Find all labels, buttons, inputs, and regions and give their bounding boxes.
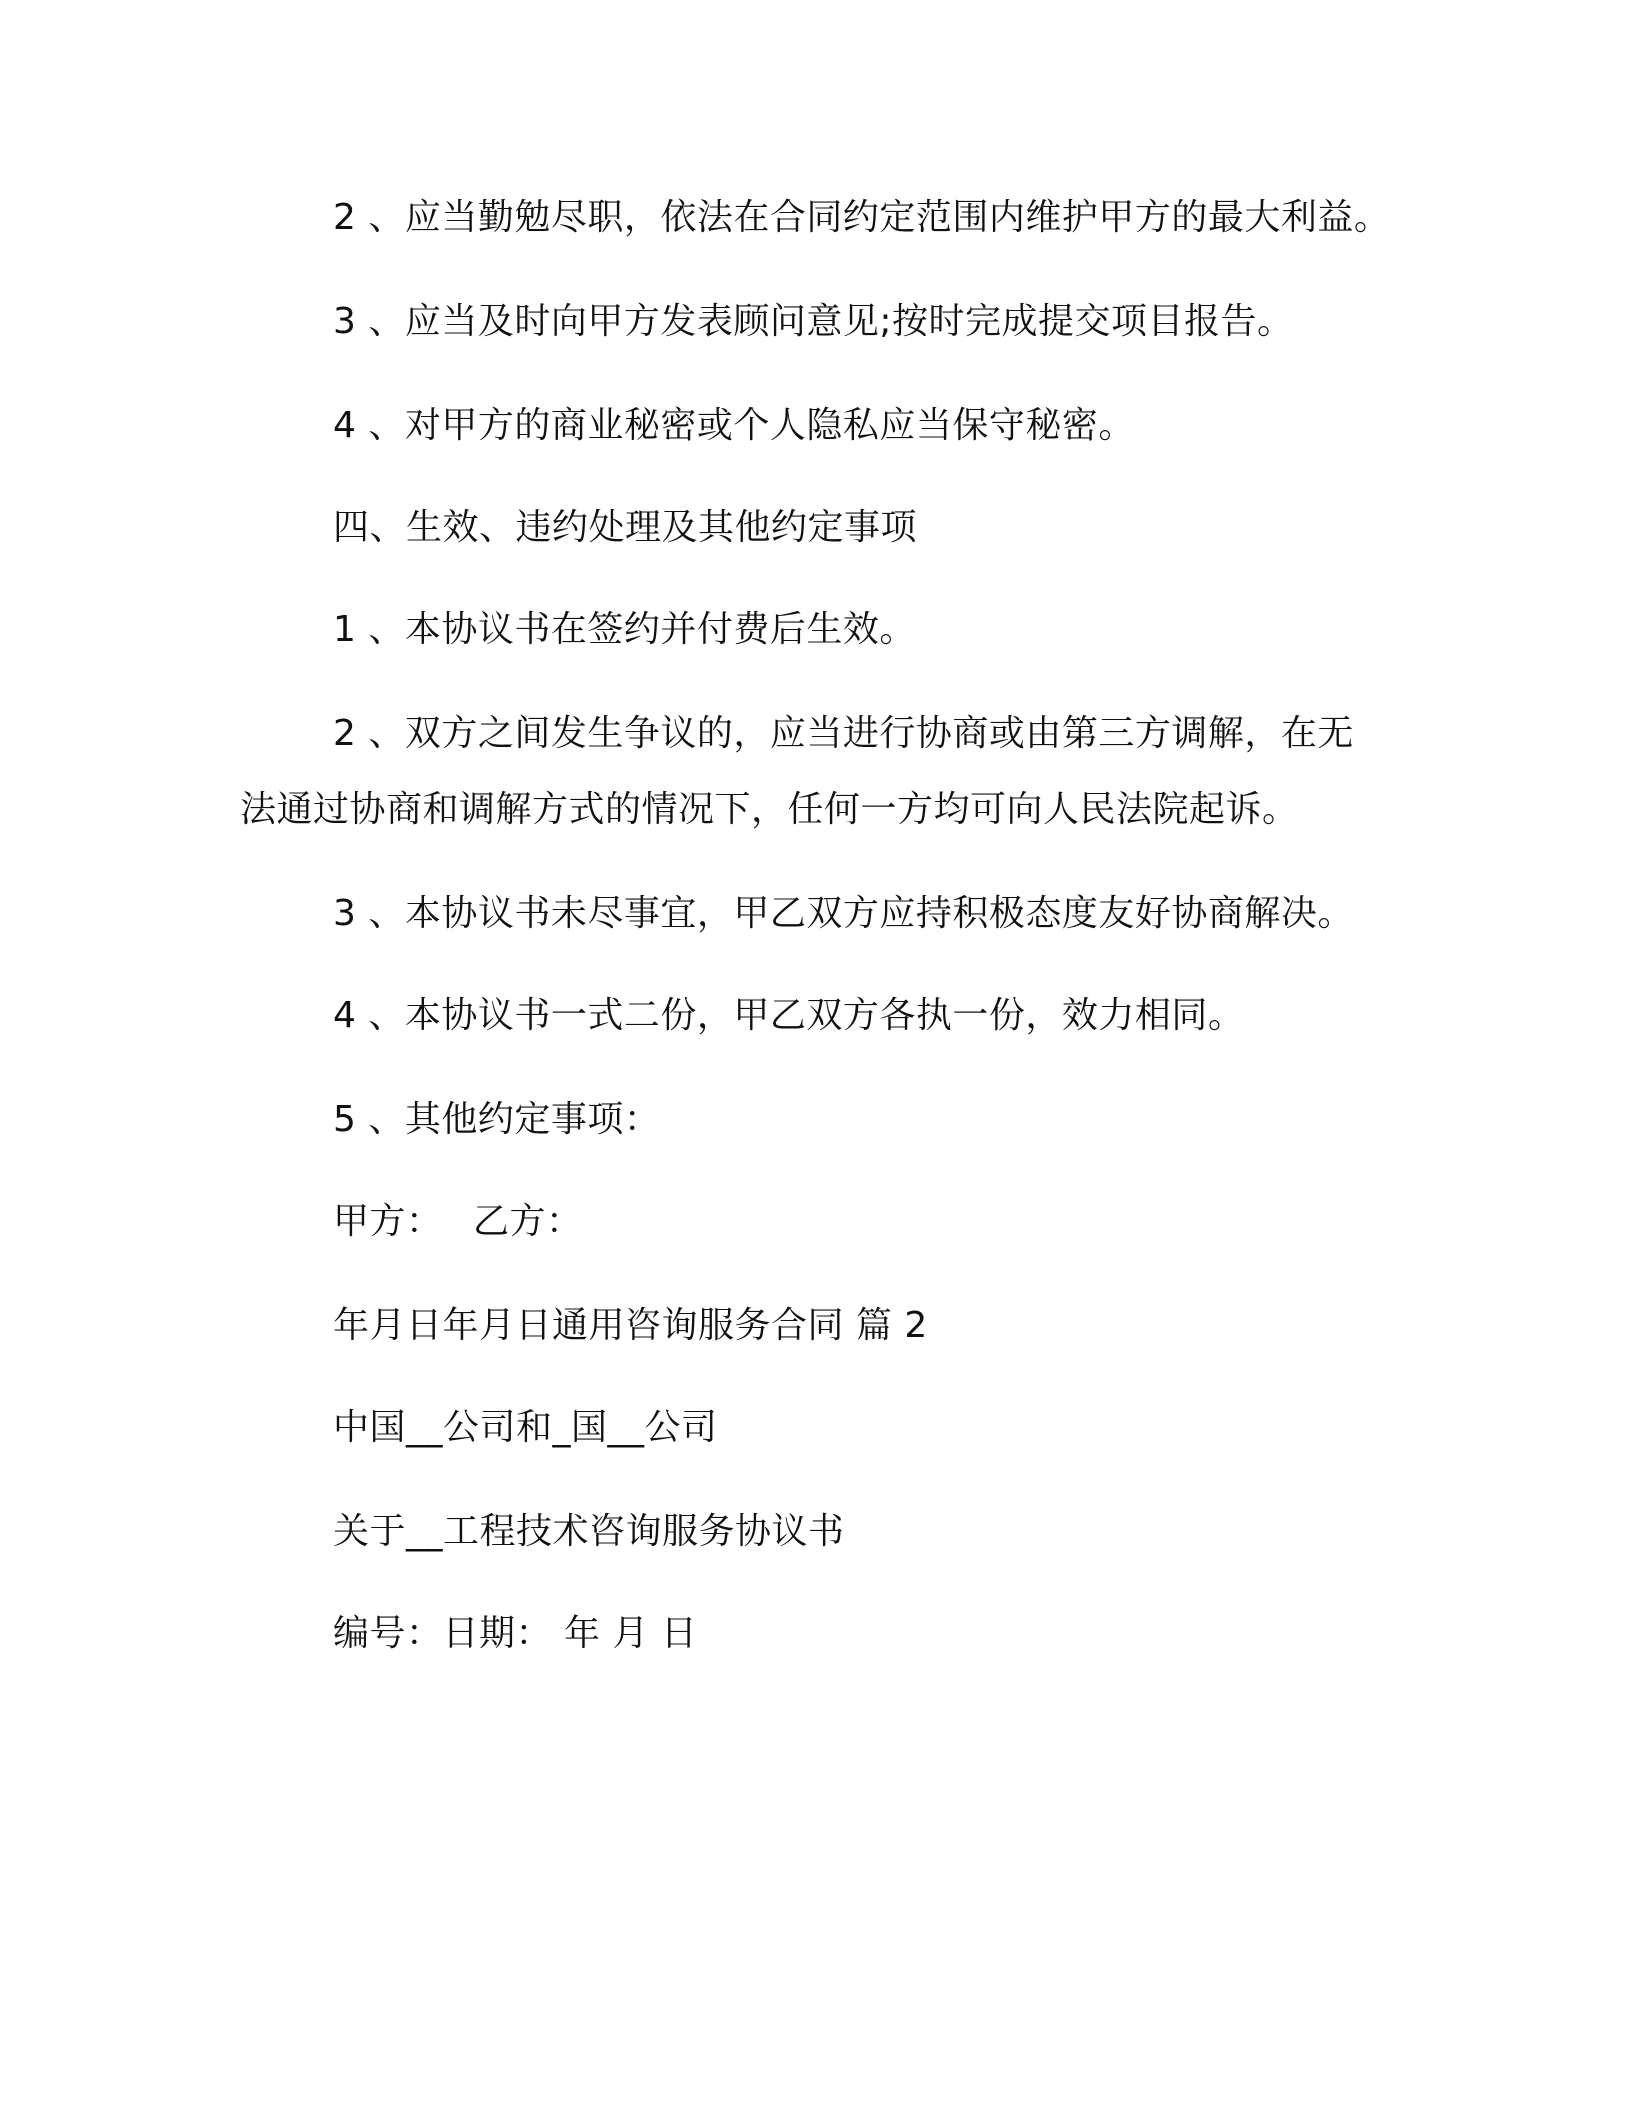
company-line: 中国__公司和_国__公司 bbox=[333, 1407, 718, 1448]
clause-3-3: 3 、应当及时向甲方发表顾问意见;按时完成提交项目报告。 bbox=[333, 301, 1294, 342]
agreement-title: 关于__工程技术咨询服务协议书 bbox=[333, 1511, 845, 1552]
number-date-line: 编号：日期： 年 月 日 bbox=[333, 1613, 698, 1654]
clause-4-1: 1 、本协议书在签约并付费后生效。 bbox=[333, 609, 916, 650]
signature-parties: 甲方： 乙方： bbox=[333, 1201, 583, 1242]
date-and-title: 年月日年月日通用咨询服务合同 篇 2 bbox=[333, 1305, 928, 1346]
clause-4-2-line-2: 法通过协商和调解方式的情况下，任何一方均可向人民法院起诉。 bbox=[240, 789, 1299, 830]
section-heading-4: 四、生效、违约处理及其他约定事项 bbox=[333, 507, 918, 548]
clause-3-2: 2 、应当勤勉尽职，依法在合同约定范围内维护甲方的最大利益。 bbox=[333, 197, 1391, 238]
clause-4-3: 3 、本协议书未尽事宜，甲乙双方应持积极态度友好协商解决。 bbox=[333, 893, 1354, 934]
clause-4-2-line-1: 2 、双方之间发生争议的，应当进行协商或由第三方调解，在无 bbox=[333, 713, 1354, 754]
clause-4-4: 4 、本协议书一式二份，甲乙双方各执一份，效力相同。 bbox=[333, 995, 1245, 1036]
clause-4-5: 5 、其他约定事项： bbox=[333, 1099, 661, 1140]
clause-3-4: 4 、对甲方的商业秘密或个人隐私应当保守秘密。 bbox=[333, 405, 1135, 446]
